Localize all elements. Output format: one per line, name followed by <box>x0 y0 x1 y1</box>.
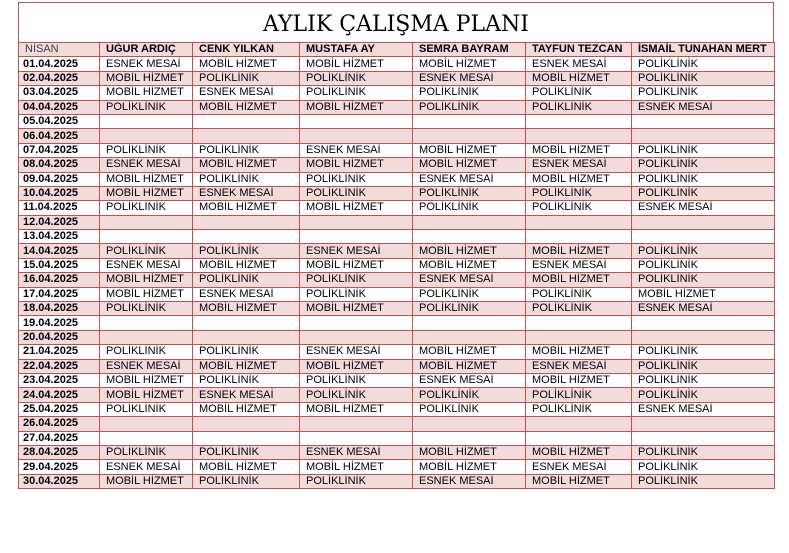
table-row <box>19 345 775 359</box>
table-row <box>19 402 775 416</box>
assignment-cell[interactable]: MOBİL HİZMET <box>300 258 413 272</box>
assignment-cell[interactable]: ESNEK MESAİ <box>526 158 632 172</box>
assignment-cell[interactable]: POLİKLİNİK <box>100 345 193 359</box>
table-row <box>19 158 775 172</box>
assignment-cell[interactable] <box>193 215 300 229</box>
assignment-cell[interactable]: MOBİL HİZMET <box>526 71 632 85</box>
table-row <box>19 172 775 186</box>
date-cell[interactable]: 12.04.2025 <box>19 215 100 229</box>
date-cell[interactable]: 28.04.2025 <box>19 445 100 459</box>
date-cell[interactable]: 01.04.2025 <box>19 57 100 71</box>
assignment-cell[interactable]: MOBİL HİZMET <box>100 273 193 287</box>
table-row <box>19 431 775 445</box>
date-cell[interactable]: 04.04.2025 <box>19 100 100 114</box>
assignment-cell[interactable]: ESNEK MESAİ <box>193 287 300 301</box>
assignment-cell[interactable] <box>300 129 413 143</box>
assignment-cell[interactable]: POLİKLİNİK <box>193 373 300 387</box>
column-header[interactable]: CENK YILKAN <box>193 43 300 57</box>
assignment-cell[interactable]: ESNEK MESAİ <box>632 402 775 416</box>
date-cell[interactable]: 23.04.2025 <box>19 373 100 387</box>
assignment-cell[interactable] <box>100 114 193 128</box>
assignment-cell[interactable]: POLİKLİNİK <box>413 186 526 200</box>
table-row <box>19 244 775 258</box>
date-cell[interactable]: 24.04.2025 <box>19 388 100 402</box>
table-row <box>19 287 775 301</box>
assignment-cell[interactable]: MOBİL HİZMET <box>526 244 632 258</box>
assignment-cell[interactable]: ESNEK MESAİ <box>632 100 775 114</box>
assignment-cell[interactable] <box>193 230 300 244</box>
assignment-cell[interactable]: POLİKLİNİK <box>413 388 526 402</box>
assignment-cell[interactable]: POLİKLİNİK <box>413 302 526 316</box>
date-cell[interactable]: 16.04.2025 <box>19 273 100 287</box>
assignment-cell[interactable]: ESNEK MESAİ <box>300 445 413 459</box>
date-cell[interactable]: 09.04.2025 <box>19 172 100 186</box>
assignment-cell[interactable]: ESNEK MESAİ <box>193 388 300 402</box>
assignment-cell[interactable]: POLİKLİNİK <box>193 273 300 287</box>
assignment-cell[interactable] <box>300 330 413 344</box>
assignment-cell[interactable]: MOBİL HİZMET <box>526 445 632 459</box>
assignment-cell[interactable]: ESNEK MESAİ <box>413 373 526 387</box>
date-cell[interactable]: 25.04.2025 <box>19 402 100 416</box>
assignment-cell[interactable] <box>100 417 193 431</box>
date-cell[interactable]: 10.04.2025 <box>19 186 100 200</box>
month-header[interactable]: NİSAN <box>19 43 100 57</box>
assignment-cell[interactable] <box>413 215 526 229</box>
assignment-cell[interactable] <box>413 330 526 344</box>
assignment-cell[interactable]: MOBİL HİZMET <box>300 402 413 416</box>
assignment-cell[interactable]: ESNEK MESAİ <box>413 273 526 287</box>
assignment-cell[interactable]: MOBİL HİZMET <box>100 186 193 200</box>
assignment-cell[interactable]: MOBİL HİZMET <box>413 258 526 272</box>
date-cell[interactable]: 21.04.2025 <box>19 345 100 359</box>
assignment-cell[interactable]: MOBİL HİZMET <box>526 143 632 157</box>
assignment-cell[interactable] <box>300 114 413 128</box>
assignment-cell[interactable]: POLİKLİNİK <box>632 460 775 474</box>
assignment-cell[interactable]: MOBİL HİZMET <box>300 57 413 71</box>
assignment-cell[interactable]: POLİKLİNİK <box>632 273 775 287</box>
assignment-cell[interactable]: POLİKLİNİK <box>632 258 775 272</box>
assignment-cell[interactable]: MOBİL HİZMET <box>193 460 300 474</box>
assignment-cell[interactable]: MOBİL HİZMET <box>193 402 300 416</box>
assignment-cell[interactable] <box>413 417 526 431</box>
table-row <box>19 201 775 215</box>
table-row <box>19 71 775 85</box>
assignment-cell[interactable]: ESNEK MESAİ <box>526 359 632 373</box>
assignment-cell[interactable]: MOBİL HİZMET <box>413 143 526 157</box>
assignment-cell[interactable] <box>100 431 193 445</box>
assignment-cell[interactable] <box>193 316 300 330</box>
date-cell[interactable]: 27.04.2025 <box>19 431 100 445</box>
assignment-cell[interactable]: MOBİL HİZMET <box>300 460 413 474</box>
schedule-sheet <box>18 2 774 489</box>
date-cell[interactable]: 11.04.2025 <box>19 201 100 215</box>
table-row <box>19 258 775 272</box>
assignment-cell[interactable] <box>526 431 632 445</box>
date-cell[interactable]: 02.04.2025 <box>19 71 100 85</box>
assignment-cell[interactable]: MOBİL HİZMET <box>413 359 526 373</box>
table-row <box>19 417 775 431</box>
assignment-cell[interactable]: MOBİL HİZMET <box>193 201 300 215</box>
assignment-cell[interactable] <box>526 215 632 229</box>
assignment-cell[interactable] <box>100 215 193 229</box>
assignment-cell[interactable]: MOBİL HİZMET <box>193 359 300 373</box>
assignment-cell[interactable] <box>526 114 632 128</box>
assignment-cell[interactable]: POLİKLİNİK <box>100 302 193 316</box>
assignment-cell[interactable]: MOBİL HİZMET <box>413 345 526 359</box>
date-cell[interactable]: 08.04.2025 <box>19 158 100 172</box>
assignment-cell[interactable]: POLİKLİNİK <box>300 373 413 387</box>
assignment-cell[interactable] <box>300 215 413 229</box>
assignment-cell[interactable] <box>413 316 526 330</box>
assignment-cell[interactable]: POLİKLİNİK <box>632 445 775 459</box>
assignment-cell[interactable] <box>526 230 632 244</box>
column-header[interactable]: SEMRA BAYRAM <box>413 43 526 57</box>
assignment-cell[interactable] <box>100 129 193 143</box>
assignment-cell[interactable]: POLİKLİNİK <box>300 71 413 85</box>
date-cell[interactable]: 14.04.2025 <box>19 244 100 258</box>
assignment-cell[interactable]: ESNEK MESAİ <box>100 57 193 71</box>
assignment-cell[interactable]: POLİKLİNİK <box>526 86 632 100</box>
table-row <box>19 460 775 474</box>
date-cell[interactable]: 20.04.2025 <box>19 330 100 344</box>
assignment-cell[interactable] <box>632 417 775 431</box>
date-cell[interactable]: 13.04.2025 <box>19 230 100 244</box>
table-row <box>19 373 775 387</box>
assignment-cell[interactable]: POLİKLİNİK <box>413 201 526 215</box>
assignment-cell[interactable]: POLİKLİNİK <box>632 186 775 200</box>
table-row <box>19 230 775 244</box>
assignment-cell[interactable]: POLİKLİNİK <box>193 244 300 258</box>
table-row <box>19 114 775 128</box>
assignment-cell[interactable]: ESNEK MESAİ <box>193 86 300 100</box>
assignment-cell[interactable]: POLİKLİNİK <box>632 57 775 71</box>
assignment-cell[interactable] <box>632 330 775 344</box>
assignment-cell[interactable]: ESNEK MESAİ <box>300 143 413 157</box>
assignment-cell[interactable]: MOBİL HİZMET <box>413 244 526 258</box>
assignment-cell[interactable]: MOBİL HİZMET <box>300 302 413 316</box>
assignment-cell[interactable]: POLİKLİNİK <box>300 186 413 200</box>
assignment-cell[interactable]: ESNEK MESAİ <box>413 172 526 186</box>
assignment-cell[interactable]: POLİKLİNİK <box>526 402 632 416</box>
date-cell[interactable]: 03.04.2025 <box>19 86 100 100</box>
assignment-cell[interactable]: POLİKLİNİK <box>632 345 775 359</box>
assignment-cell[interactable]: POLİKLİNİK <box>300 287 413 301</box>
date-cell[interactable]: 07.04.2025 <box>19 143 100 157</box>
assignment-cell[interactable]: MOBİL HİZMET <box>193 258 300 272</box>
assignment-cell[interactable] <box>632 316 775 330</box>
assignment-cell[interactable]: POLİKLİNİK <box>632 359 775 373</box>
table-row <box>19 129 775 143</box>
assignment-cell[interactable] <box>100 330 193 344</box>
assignment-cell[interactable] <box>413 230 526 244</box>
assignment-cell[interactable]: POLİKLİNİK <box>526 287 632 301</box>
assignment-cell[interactable]: MOBİL HİZMET <box>300 158 413 172</box>
assignment-cell[interactable]: MOBİL HİZMET <box>100 388 193 402</box>
assignment-cell[interactable] <box>632 114 775 128</box>
assignment-cell[interactable] <box>193 114 300 128</box>
assignment-cell[interactable] <box>300 316 413 330</box>
assignment-cell[interactable] <box>300 417 413 431</box>
table-row <box>19 316 775 330</box>
assignment-cell[interactable]: POLİKLİNİK <box>193 474 300 488</box>
assignment-cell[interactable]: POLİKLİNİK <box>193 143 300 157</box>
header-row <box>19 43 775 57</box>
assignment-cell[interactable] <box>193 431 300 445</box>
assignment-cell[interactable]: POLİKLİNİK <box>100 143 193 157</box>
assignment-cell[interactable]: ESNEK MESAİ <box>100 258 193 272</box>
assignment-cell[interactable] <box>193 417 300 431</box>
assignment-cell[interactable] <box>632 431 775 445</box>
assignment-cell[interactable]: ESNEK MESAİ <box>100 460 193 474</box>
assignment-cell[interactable]: POLİKLİNİK <box>526 186 632 200</box>
assignment-cell[interactable]: POLİKLİNİK <box>413 100 526 114</box>
assignment-cell[interactable]: ESNEK MESAİ <box>632 201 775 215</box>
assignment-cell[interactable] <box>413 129 526 143</box>
assignment-cell[interactable] <box>413 431 526 445</box>
assignment-cell[interactable]: POLİKLİNİK <box>413 402 526 416</box>
assignment-cell[interactable]: POLİKLİNİK <box>632 474 775 488</box>
column-header[interactable]: İSMAİL TUNAHAN MERT <box>632 43 775 57</box>
table-row <box>19 143 775 157</box>
assignment-cell[interactable] <box>413 114 526 128</box>
assignment-cell[interactable]: POLİKLİNİK <box>100 402 193 416</box>
assignment-cell[interactable] <box>632 230 775 244</box>
assignment-cell[interactable]: ESNEK MESAİ <box>100 359 193 373</box>
date-cell[interactable]: 17.04.2025 <box>19 287 100 301</box>
date-cell[interactable]: 18.04.2025 <box>19 302 100 316</box>
assignment-cell[interactable]: MOBİL HİZMET <box>193 158 300 172</box>
assignment-cell[interactable]: MOBİL HİZMET <box>526 172 632 186</box>
assignment-cell[interactable]: POLİKLİNİK <box>193 345 300 359</box>
assignment-cell[interactable]: MOBİL HİZMET <box>100 71 193 85</box>
table-row <box>19 330 775 344</box>
table-row <box>19 100 775 114</box>
assignment-cell[interactable]: POLİKLİNİK <box>632 244 775 258</box>
assignment-cell[interactable]: POLİKLİNİK <box>100 100 193 114</box>
assignment-cell[interactable]: ESNEK MESAİ <box>300 345 413 359</box>
assignment-cell[interactable]: POLİKLİNİK <box>632 388 775 402</box>
assignment-cell[interactable] <box>300 431 413 445</box>
assignment-cell[interactable]: MOBİL HİZMET <box>413 158 526 172</box>
date-cell[interactable]: 06.04.2025 <box>19 129 100 143</box>
assignment-cell[interactable]: MOBİL HİZMET <box>526 345 632 359</box>
assignment-cell[interactable]: POLİKLİNİK <box>300 172 413 186</box>
assignment-cell[interactable] <box>193 330 300 344</box>
column-header[interactable]: UĞUR ARDIÇ <box>100 43 193 57</box>
date-cell[interactable]: 19.04.2025 <box>19 316 100 330</box>
date-cell[interactable]: 15.04.2025 <box>19 258 100 272</box>
assignment-cell[interactable]: POLİKLİNİK <box>193 172 300 186</box>
assignment-cell[interactable]: MOBİL HİZMET <box>100 287 193 301</box>
assignment-cell[interactable]: MOBİL HİZMET <box>100 373 193 387</box>
assignment-cell[interactable]: POLİKLİNİK <box>413 86 526 100</box>
assignment-cell[interactable]: MOBİL HİZMET <box>193 302 300 316</box>
assignment-cell[interactable]: ESNEK MESAİ <box>300 244 413 258</box>
column-header[interactable]: MUSTAFA AY <box>300 43 413 57</box>
table-row <box>19 302 775 316</box>
date-cell[interactable]: 26.04.2025 <box>19 417 100 431</box>
date-cell[interactable]: 29.04.2025 <box>19 460 100 474</box>
assignment-cell[interactable]: ESNEK MESAİ <box>413 71 526 85</box>
assignment-cell[interactable]: POLİKLİNİK <box>300 86 413 100</box>
page-title: AYLIK ÇALIŞMA PLANI <box>18 2 774 42</box>
assignment-cell[interactable]: POLİKLİNİK <box>193 71 300 85</box>
assignment-cell[interactable] <box>526 129 632 143</box>
assignment-cell[interactable]: POLİKLİNİK <box>632 86 775 100</box>
assignment-cell[interactable] <box>300 230 413 244</box>
assignment-cell[interactable]: MOBİL HİZMET <box>100 86 193 100</box>
date-cell[interactable]: 30.04.2025 <box>19 474 100 488</box>
assignment-cell[interactable]: POLİKLİNİK <box>526 388 632 402</box>
assignment-cell[interactable]: ESNEK MESAİ <box>632 302 775 316</box>
assignment-cell[interactable] <box>100 316 193 330</box>
assignment-cell[interactable]: ESNEK MESAİ <box>526 460 632 474</box>
table-row <box>19 273 775 287</box>
assignment-cell[interactable] <box>526 316 632 330</box>
schedule-table <box>18 42 775 489</box>
assignment-cell[interactable]: POLİKLİNİK <box>526 100 632 114</box>
table-row <box>19 215 775 229</box>
date-cell[interactable]: 05.04.2025 <box>19 114 100 128</box>
assignment-cell[interactable]: ESNEK MESAİ <box>413 474 526 488</box>
assignment-cell[interactable]: MOBİL HİZMET <box>300 100 413 114</box>
assignment-cell[interactable] <box>526 417 632 431</box>
assignment-cell[interactable] <box>632 215 775 229</box>
assignment-cell[interactable]: MOBİL HİZMET <box>413 460 526 474</box>
table-row <box>19 359 775 373</box>
assignment-cell[interactable] <box>100 230 193 244</box>
assignment-cell[interactable]: POLİKLİNİK <box>193 445 300 459</box>
assignment-cell[interactable]: MOBİL HİZMET <box>300 359 413 373</box>
assignment-cell[interactable]: POLİKLİNİK <box>632 158 775 172</box>
assignment-cell[interactable]: POLİKLİNİK <box>632 373 775 387</box>
assignment-cell[interactable]: MOBİL HİZMET <box>413 57 526 71</box>
assignment-cell[interactable]: MOBİL HİZMET <box>526 273 632 287</box>
assignment-cell[interactable]: POLİKLİNİK <box>413 287 526 301</box>
assignment-cell[interactable]: MOBİL HİZMET <box>100 172 193 186</box>
schedule-body <box>19 57 775 489</box>
assignment-cell[interactable]: ESNEK MESAİ <box>526 57 632 71</box>
assignment-cell[interactable] <box>526 330 632 344</box>
assignment-cell[interactable]: ESNEK MESAİ <box>193 186 300 200</box>
assignment-cell[interactable]: MOBİL HİZMET <box>100 474 193 488</box>
assignment-cell[interactable]: POLİKLİNİK <box>632 143 775 157</box>
assignment-cell[interactable]: MOBİL HİZMET <box>300 201 413 215</box>
table-row <box>19 445 775 459</box>
table-row <box>19 186 775 200</box>
assignment-cell[interactable]: MOBİL HİZMET <box>526 474 632 488</box>
assignment-cell[interactable]: MOBİL HİZMET <box>632 287 775 301</box>
assignment-cell[interactable]: POLİKLİNİK <box>300 474 413 488</box>
column-header[interactable]: TAYFUN TEZCAN <box>526 43 632 57</box>
table-row <box>19 57 775 71</box>
assignment-cell[interactable]: ESNEK MESAİ <box>526 258 632 272</box>
table-row <box>19 388 775 402</box>
assignment-cell[interactable]: POLİKLİNİK <box>100 201 193 215</box>
assignment-cell[interactable]: POLİKLİNİK <box>100 244 193 258</box>
assignment-cell[interactable]: POLİKLİNİK <box>632 172 775 186</box>
assignment-cell[interactable]: MOBİL HİZMET <box>413 445 526 459</box>
assignment-cell[interactable]: POLİKLİNİK <box>100 445 193 459</box>
assignment-cell[interactable]: POLİKLİNİK <box>526 201 632 215</box>
assignment-cell[interactable]: MOBİL HİZMET <box>526 373 632 387</box>
assignment-cell[interactable]: MOBİL HİZMET <box>193 100 300 114</box>
table-row <box>19 86 775 100</box>
assignment-cell[interactable]: POLİKLİNİK <box>300 388 413 402</box>
table-row <box>19 474 775 488</box>
assignment-cell[interactable] <box>193 129 300 143</box>
assignment-cell[interactable]: ESNEK MESAİ <box>100 158 193 172</box>
date-cell[interactable]: 22.04.2025 <box>19 359 100 373</box>
assignment-cell[interactable] <box>632 129 775 143</box>
assignment-cell[interactable]: MOBİL HİZMET <box>193 57 300 71</box>
assignment-cell[interactable]: POLİKLİNİK <box>632 71 775 85</box>
assignment-cell[interactable]: POLİKLİNİK <box>526 302 632 316</box>
assignment-cell[interactable]: POLİKLİNİK <box>300 273 413 287</box>
